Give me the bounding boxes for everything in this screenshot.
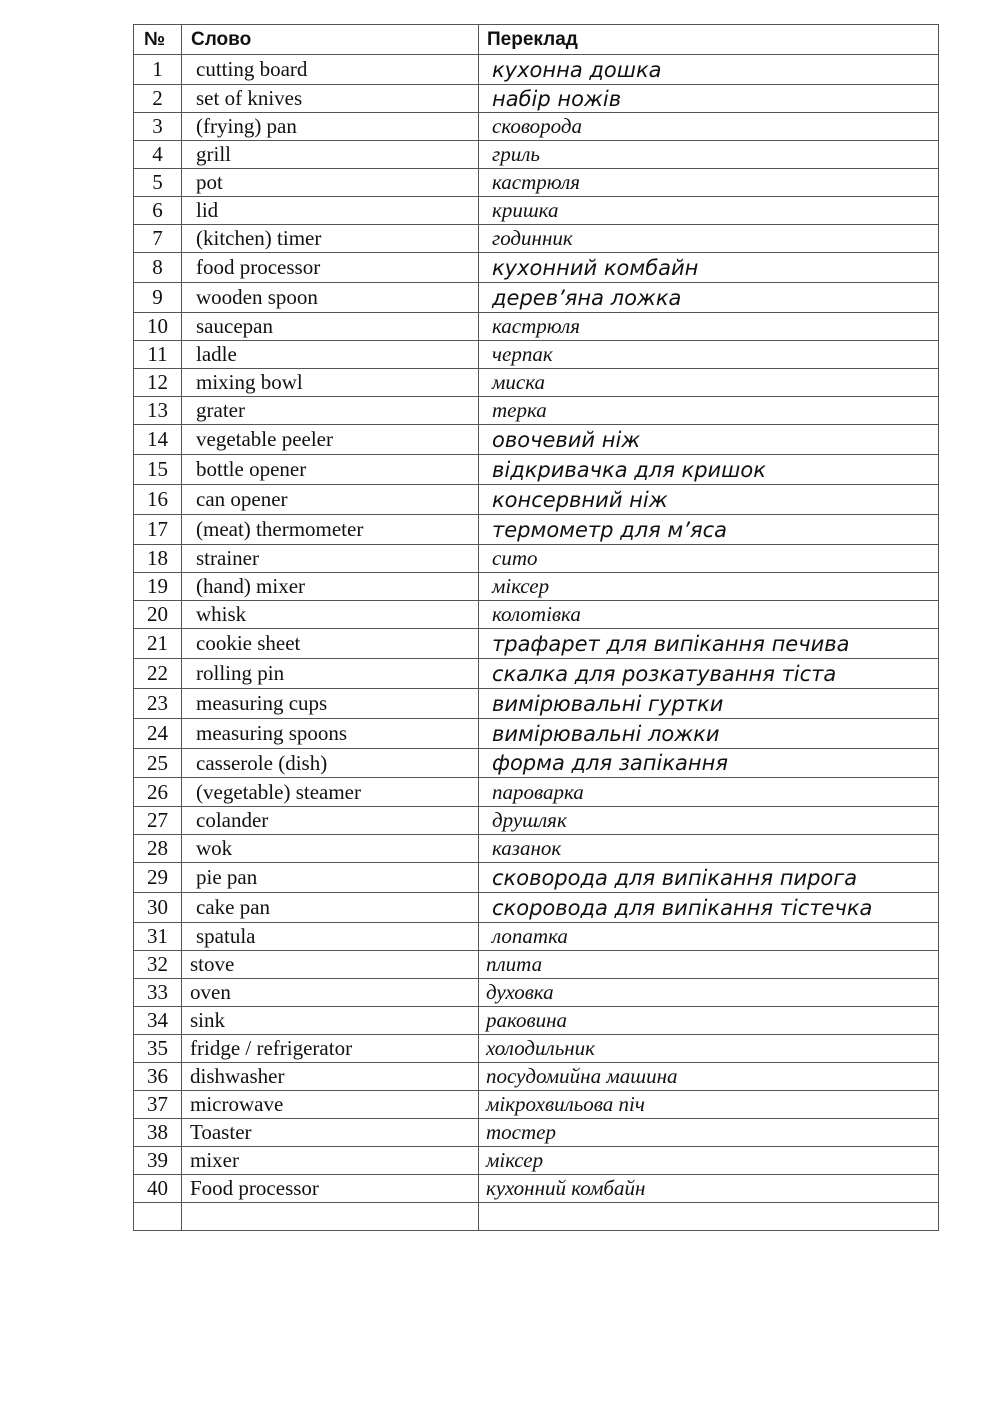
row-number-cell: 13 <box>134 397 182 425</box>
row-number-cell: 36 <box>134 1063 182 1091</box>
word-cell: wooden spoon <box>182 283 479 313</box>
table-row <box>134 425 939 455</box>
word-cell: microwave <box>182 1091 479 1119</box>
word-cell: colander <box>182 807 479 835</box>
word-cell: pie pan <box>182 863 479 893</box>
translation-cell: пароварка <box>479 778 939 807</box>
translation-cell: плита <box>479 951 939 979</box>
row-number-cell: 35 <box>134 1035 182 1063</box>
table-row <box>134 659 939 689</box>
translation-cell: мікрохвильова піч <box>479 1091 939 1119</box>
word-cell: cutting board <box>182 55 479 85</box>
table-row <box>134 863 939 893</box>
row-number-cell: 1 <box>134 55 182 85</box>
word-cell: measuring spoons <box>182 719 479 749</box>
table-row <box>134 515 939 545</box>
row-number-cell: 31 <box>134 923 182 951</box>
word-cell: mixing bowl <box>182 369 479 397</box>
translation-cell: консервний ніж <box>479 485 939 515</box>
row-number-cell: 3 <box>134 113 182 141</box>
translation-cell: овочевий ніж <box>479 425 939 455</box>
table-row <box>134 1063 939 1091</box>
table-row <box>134 719 939 749</box>
translation-column-header: Переклад <box>479 25 939 55</box>
row-number-cell: 10 <box>134 313 182 341</box>
empty-cell <box>182 1203 479 1231</box>
row-number-cell: 26 <box>134 778 182 807</box>
table-row <box>134 629 939 659</box>
translation-cell: термометр для м’яса <box>479 515 939 545</box>
row-number-cell: 29 <box>134 863 182 893</box>
translation-cell: кастрюля <box>479 313 939 341</box>
row-number-cell: 5 <box>134 169 182 197</box>
table-row <box>134 455 939 485</box>
word-cell: food processor <box>182 253 479 283</box>
row-number-cell: 27 <box>134 807 182 835</box>
translation-cell: казанок <box>479 835 939 863</box>
table-row <box>134 485 939 515</box>
table-row <box>134 313 939 341</box>
row-number-cell: 24 <box>134 719 182 749</box>
header-row <box>134 25 939 55</box>
empty-cell <box>479 1203 939 1231</box>
row-number-cell: 19 <box>134 573 182 601</box>
word-cell: grater <box>182 397 479 425</box>
word-cell: can opener <box>182 485 479 515</box>
row-number-cell: 12 <box>134 369 182 397</box>
translation-cell: сковорода <box>479 113 939 141</box>
translation-cell: кухонний комбайн <box>479 253 939 283</box>
row-number-cell: 23 <box>134 689 182 719</box>
translation-cell: скалка для розкатування тіста <box>479 659 939 689</box>
translation-cell: міксер <box>479 573 939 601</box>
table-row <box>134 397 939 425</box>
word-cell: pot <box>182 169 479 197</box>
translation-cell: вимірювальні гуртки <box>479 689 939 719</box>
translation-cell: сковорода для випікання пирога <box>479 863 939 893</box>
translation-cell: друшляк <box>479 807 939 835</box>
word-cell: cookie sheet <box>182 629 479 659</box>
table-row <box>134 225 939 253</box>
row-number-cell: 33 <box>134 979 182 1007</box>
row-number-cell: 14 <box>134 425 182 455</box>
word-cell: casserole (dish) <box>182 749 479 778</box>
table-row <box>134 979 939 1007</box>
table-row <box>134 197 939 225</box>
row-number-cell: 22 <box>134 659 182 689</box>
table-row <box>134 807 939 835</box>
table-row <box>134 601 939 629</box>
table-row <box>134 1091 939 1119</box>
word-cell: cake pan <box>182 893 479 923</box>
translation-cell: сито <box>479 545 939 573</box>
row-number-cell: 8 <box>134 253 182 283</box>
word-cell: whisk <box>182 601 479 629</box>
table-row <box>134 369 939 397</box>
table-row <box>134 341 939 369</box>
translation-cell: форма для запікання <box>479 749 939 778</box>
table-row <box>134 113 939 141</box>
translation-cell: черпак <box>479 341 939 369</box>
row-number-cell: 20 <box>134 601 182 629</box>
translation-cell: скоровода для випікання тістечка <box>479 893 939 923</box>
translation-cell: міксер <box>479 1147 939 1175</box>
word-cell: grill <box>182 141 479 169</box>
table-row <box>134 55 939 85</box>
word-cell: (frying) pan <box>182 113 479 141</box>
row-number-cell: 9 <box>134 283 182 313</box>
translation-cell: холодильник <box>479 1035 939 1063</box>
word-cell: mixer <box>182 1147 479 1175</box>
row-number-cell: 30 <box>134 893 182 923</box>
row-number-cell: 18 <box>134 545 182 573</box>
translation-cell: набір ножів <box>479 85 939 113</box>
table-row <box>134 835 939 863</box>
table-row <box>134 1035 939 1063</box>
word-cell: fridge / refrigerator <box>182 1035 479 1063</box>
table-row <box>134 253 939 283</box>
row-number-cell: 39 <box>134 1147 182 1175</box>
row-number-cell: 6 <box>134 197 182 225</box>
word-cell: (meat) thermometer <box>182 515 479 545</box>
translation-cell: колотівка <box>479 601 939 629</box>
word-cell: ladle <box>182 341 479 369</box>
vocabulary-table <box>133 24 939 1231</box>
row-number-cell: 34 <box>134 1007 182 1035</box>
word-cell: bottle opener <box>182 455 479 485</box>
row-number-cell: 4 <box>134 141 182 169</box>
translation-cell: годинник <box>479 225 939 253</box>
translation-cell: кришка <box>479 197 939 225</box>
translation-cell: кастрюля <box>479 169 939 197</box>
row-number-cell: 38 <box>134 1119 182 1147</box>
table-row <box>134 1007 939 1035</box>
translation-cell: гриль <box>479 141 939 169</box>
translation-cell: трафарет для випікання печива <box>479 629 939 659</box>
word-cell: lid <box>182 197 479 225</box>
translation-cell: лопатка <box>479 923 939 951</box>
table-row <box>134 689 939 719</box>
table-row <box>134 923 939 951</box>
translation-cell: духовка <box>479 979 939 1007</box>
word-cell: strainer <box>182 545 479 573</box>
row-number-cell: 28 <box>134 835 182 863</box>
empty-cell <box>134 1203 182 1231</box>
word-cell: oven <box>182 979 479 1007</box>
row-number-cell: 2 <box>134 85 182 113</box>
word-cell: sink <box>182 1007 479 1035</box>
number-column-header: № <box>134 25 182 55</box>
word-cell: (hand) mixer <box>182 573 479 601</box>
translation-cell: відкривачка для кришок <box>479 455 939 485</box>
word-cell: Toaster <box>182 1119 479 1147</box>
word-column-header: Слово <box>182 25 479 55</box>
row-number-cell: 40 <box>134 1175 182 1203</box>
word-cell: dishwasher <box>182 1063 479 1091</box>
translation-cell: миска <box>479 369 939 397</box>
word-cell: spatula <box>182 923 479 951</box>
empty-row <box>134 1203 939 1231</box>
table-row <box>134 573 939 601</box>
translation-cell: дерев’яна ложка <box>479 283 939 313</box>
word-cell: saucepan <box>182 313 479 341</box>
word-cell: Food processor <box>182 1175 479 1203</box>
table-row <box>134 951 939 979</box>
table-row <box>134 169 939 197</box>
table-row <box>134 778 939 807</box>
word-cell: rolling pin <box>182 659 479 689</box>
table-row <box>134 141 939 169</box>
translation-cell: посудомийна машина <box>479 1063 939 1091</box>
table-row <box>134 283 939 313</box>
row-number-cell: 17 <box>134 515 182 545</box>
row-number-cell: 25 <box>134 749 182 778</box>
table-row <box>134 85 939 113</box>
word-cell: wok <box>182 835 479 863</box>
translation-cell: терка <box>479 397 939 425</box>
row-number-cell: 11 <box>134 341 182 369</box>
translation-cell: раковина <box>479 1007 939 1035</box>
row-number-cell: 7 <box>134 225 182 253</box>
translation-cell: тостер <box>479 1119 939 1147</box>
word-cell: measuring cups <box>182 689 479 719</box>
word-cell: (vegetable) steamer <box>182 778 479 807</box>
translation-cell: вимірювальні ложки <box>479 719 939 749</box>
row-number-cell: 16 <box>134 485 182 515</box>
row-number-cell: 32 <box>134 951 182 979</box>
table-row <box>134 1119 939 1147</box>
row-number-cell: 37 <box>134 1091 182 1119</box>
word-cell: stove <box>182 951 479 979</box>
word-cell: vegetable peeler <box>182 425 479 455</box>
table-row <box>134 545 939 573</box>
row-number-cell: 15 <box>134 455 182 485</box>
word-cell: set of knives <box>182 85 479 113</box>
word-cell: (kitchen) timer <box>182 225 479 253</box>
table-row <box>134 1175 939 1203</box>
translation-cell: кухонна дошка <box>479 55 939 85</box>
table-row <box>134 1147 939 1175</box>
table-row <box>134 893 939 923</box>
translation-cell: кухонний комбайн <box>479 1175 939 1203</box>
row-number-cell: 21 <box>134 629 182 659</box>
table-row <box>134 749 939 778</box>
